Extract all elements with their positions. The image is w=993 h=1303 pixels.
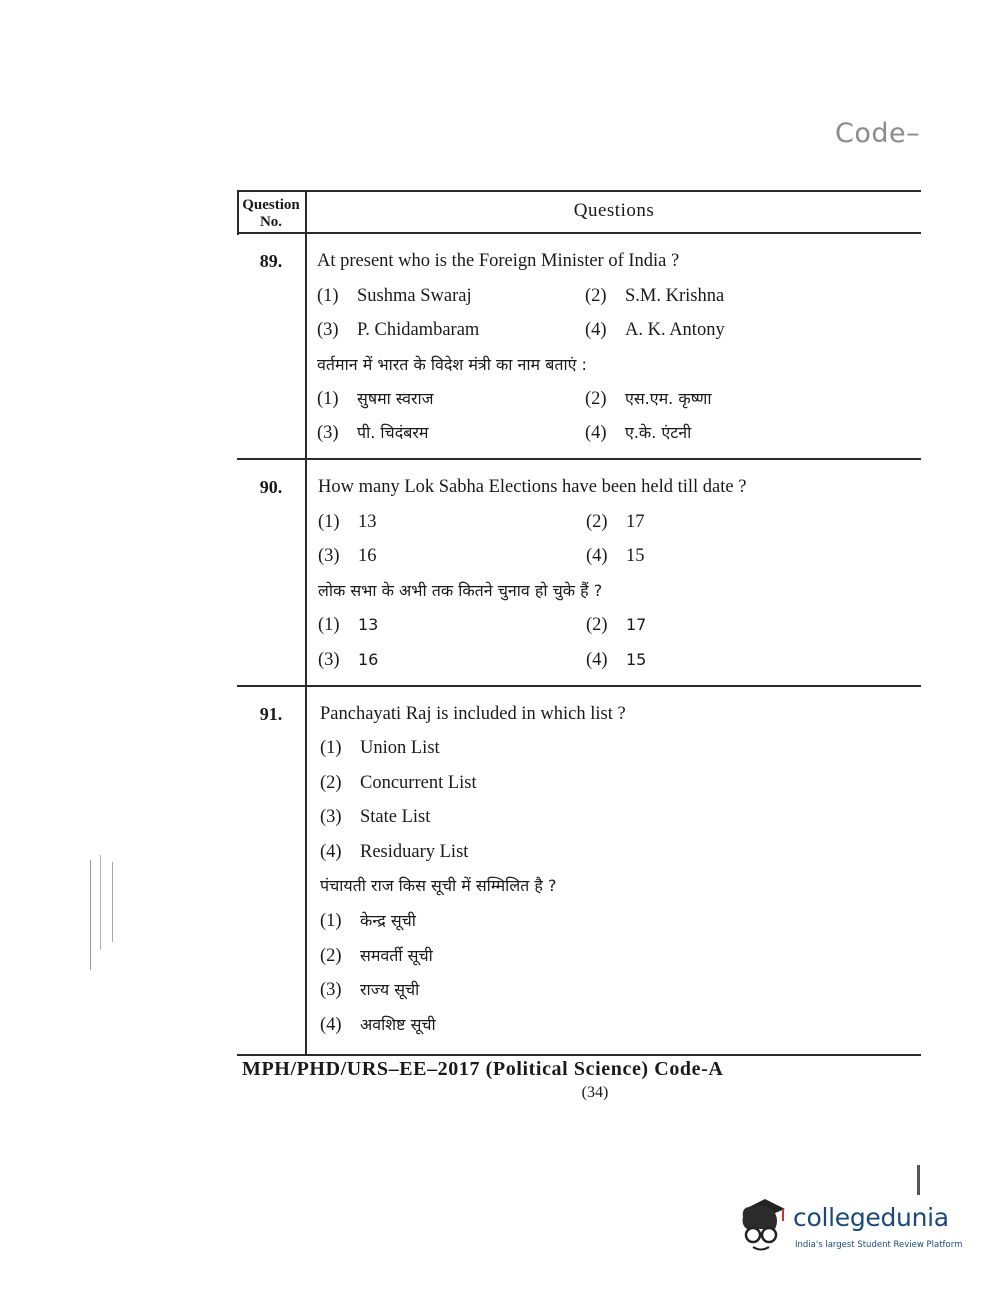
option-text: 13 [358, 512, 377, 532]
option-item [586, 649, 646, 671]
option-item [317, 422, 428, 444]
option-item [320, 945, 433, 967]
option-number: (4) [320, 1015, 342, 1035]
table-top-rule [237, 190, 921, 192]
option-item [585, 388, 712, 410]
option-item [320, 841, 468, 863]
option-item [585, 319, 725, 341]
option-number: (3) [317, 320, 339, 340]
option-text: एस.एम. कृष्णा [625, 389, 712, 408]
option-number: (4) [586, 650, 608, 670]
brand-watermark [735, 1195, 965, 1265]
column-header-number: Question No. [242, 197, 300, 230]
option-text: Residuary List [360, 842, 469, 862]
option-item [317, 388, 434, 410]
question-text-hi: लोक सभा के अभी तक कितने चुनाव हो चुके हैं ? [318, 581, 603, 600]
question-text-en: At present who is the Foreign Minister of India ? [317, 251, 680, 271]
option-text: सुषमा स्वराज [357, 389, 434, 408]
option-number: (3) [317, 423, 339, 443]
column-divider [305, 190, 307, 1056]
option-number: (4) [586, 546, 608, 566]
question-text-en: Panchayati Raj is included in which list ? [320, 704, 626, 724]
option-text: 15 [626, 650, 647, 669]
option-number: (1) [317, 286, 339, 306]
option-number: (4) [585, 320, 607, 340]
option-item [320, 1014, 436, 1036]
option-text: समवर्ती सूची [360, 946, 433, 965]
option-number: (3) [318, 650, 340, 670]
option-number: (2) [586, 615, 608, 635]
brand-tagline: India's largest Student Review Platform [795, 1240, 963, 1250]
option-item [318, 545, 377, 567]
option-number: (2) [586, 512, 608, 532]
option-item [317, 319, 479, 341]
option-item [318, 649, 378, 671]
option-text: A. K. Antony [625, 320, 725, 340]
question-number: 89. [259, 251, 283, 271]
option-text: 17 [626, 512, 645, 532]
row-divider [237, 685, 921, 687]
option-number: (3) [320, 980, 342, 1000]
option-item [317, 285, 472, 307]
option-text: 13 [358, 615, 379, 634]
option-item [320, 979, 419, 1001]
option-number: (1) [320, 911, 342, 931]
scan-artifact [90, 860, 91, 970]
column-header-questions: Questions [573, 200, 655, 221]
option-text: 17 [626, 615, 647, 634]
option-number: (2) [320, 946, 342, 966]
option-number: (2) [320, 773, 342, 793]
table-bottom-rule [237, 1054, 921, 1056]
table-header-rule [237, 232, 921, 234]
option-text: ए.के. एंटनी [625, 423, 692, 442]
option-text: 16 [358, 546, 377, 566]
option-number: (4) [585, 423, 607, 443]
scan-artifact [100, 855, 101, 950]
question-text-en: How many Lok Sabha Elections have been held till date ? [318, 477, 747, 497]
option-text: P. Chidambaram [357, 320, 480, 340]
option-number: (4) [320, 842, 342, 862]
brand-name: collegedunia [793, 1203, 949, 1232]
option-item [586, 614, 646, 636]
option-number: (3) [320, 807, 342, 827]
option-number: (3) [318, 546, 340, 566]
option-item [320, 806, 430, 828]
option-text: State List [360, 807, 431, 827]
question-text-hi: पंचायती राज किस सूची में सम्मिलित है ? [320, 876, 557, 895]
option-item [318, 614, 378, 636]
option-text: 16 [358, 650, 379, 669]
option-text: 15 [626, 546, 645, 566]
question-table [237, 190, 921, 1056]
option-text: Union List [360, 738, 440, 758]
option-item [320, 772, 477, 794]
option-text: Concurrent List [360, 773, 477, 793]
option-number: (2) [585, 389, 607, 409]
option-text: राज्य सूची [360, 980, 420, 999]
exam-code-footer: MPH/PHD/URS–EE–2017 (Political Science) Code-A [242, 1058, 724, 1080]
page-number: (34) [581, 1084, 609, 1101]
option-item [318, 511, 377, 533]
option-number: (1) [317, 389, 339, 409]
row-divider [237, 458, 921, 460]
option-text: S.M. Krishna [625, 286, 725, 306]
option-item [585, 285, 724, 307]
question-number: 91. [259, 704, 283, 724]
option-text: अवशिष्ट सूची [360, 1015, 436, 1034]
scan-artifact [917, 1165, 920, 1195]
option-text: पी. चिदंबरम [357, 423, 429, 442]
code-header: Code– [835, 118, 921, 149]
option-number: (1) [318, 512, 340, 532]
option-item [320, 910, 416, 932]
option-item [585, 422, 691, 444]
option-item [320, 737, 440, 759]
question-text-hi: वर्तमान में भारत के विदेश मंत्री का नाम बताएं : [317, 355, 587, 374]
option-item [586, 511, 645, 533]
option-number: (1) [320, 738, 342, 758]
student-mascot-icon [735, 1195, 791, 1255]
option-number: (2) [585, 286, 607, 306]
option-text: केन्द्र सूची [360, 911, 416, 930]
scan-artifact [112, 862, 113, 942]
option-item [586, 545, 645, 567]
option-number: (1) [318, 615, 340, 635]
option-text: Sushma Swaraj [357, 286, 472, 306]
question-number: 90. [259, 477, 283, 497]
